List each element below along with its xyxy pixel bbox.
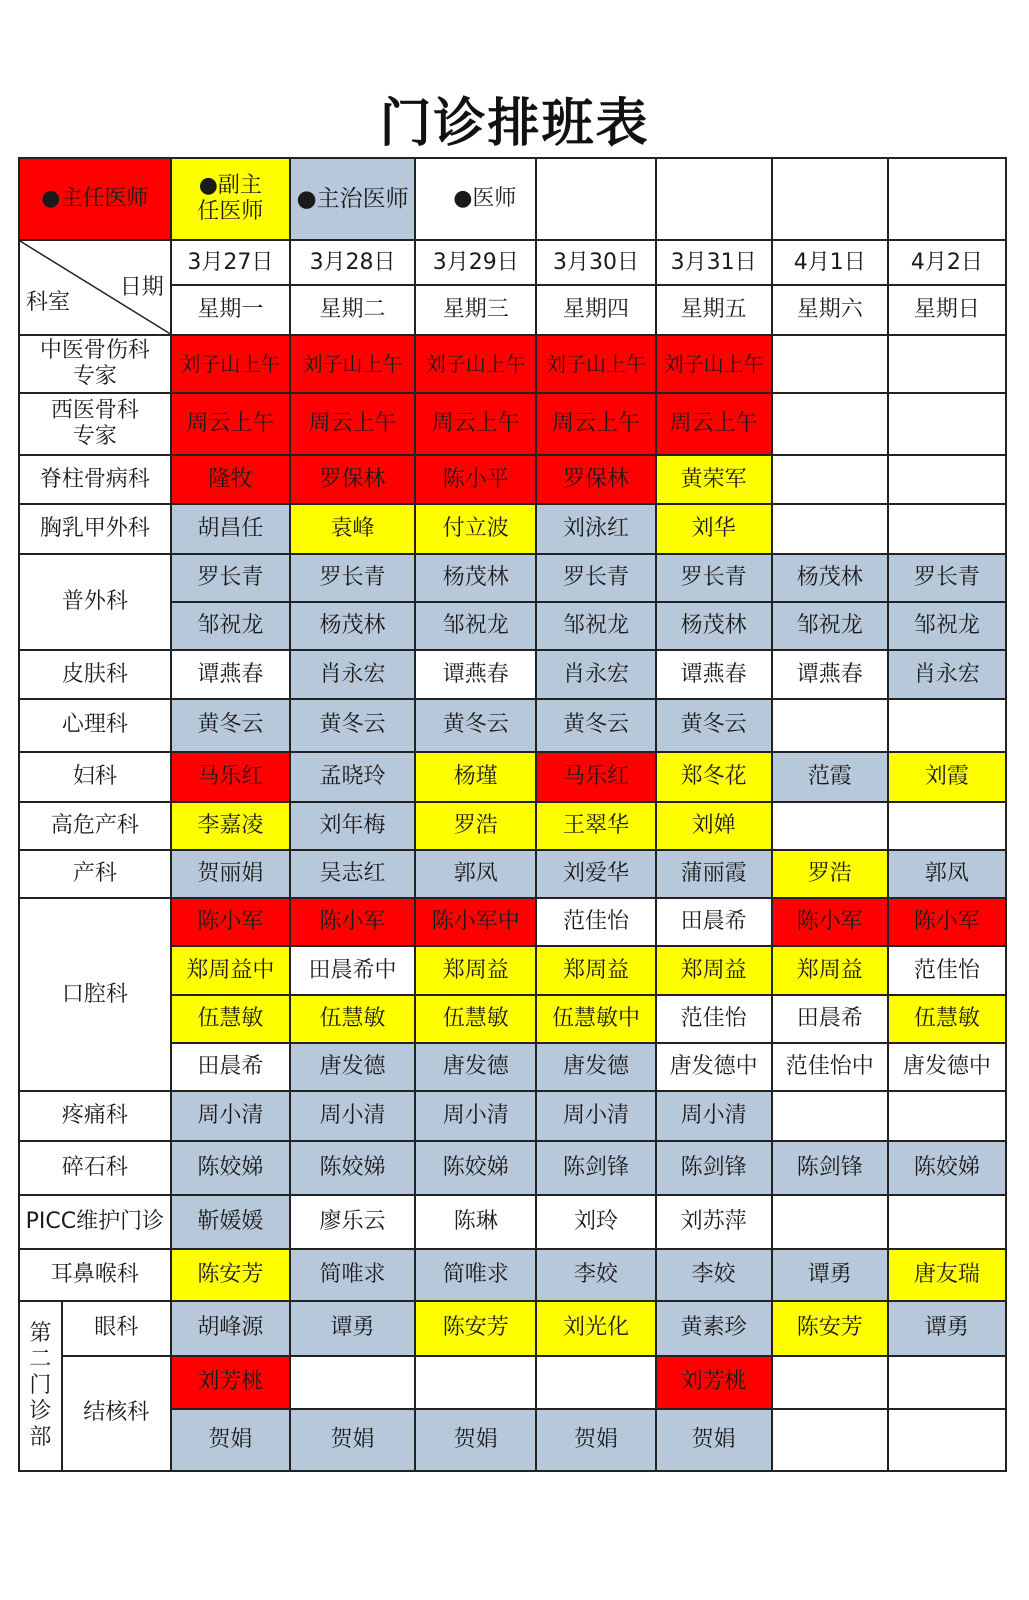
legend-empty bbox=[772, 158, 888, 240]
doctor-cell: 唐发德中 bbox=[888, 1043, 1006, 1091]
doctor-cell: 罗长青 bbox=[656, 554, 772, 602]
doctor-cell: 李姣 bbox=[536, 1249, 655, 1301]
doctor-cell: 范佳怡 bbox=[536, 898, 655, 946]
doctor-cell bbox=[888, 335, 1006, 394]
doctor-cell: 肖永宏 bbox=[536, 650, 655, 698]
weekday-cell: 星期日 bbox=[888, 285, 1006, 334]
doctor-cell: 黄冬云 bbox=[656, 699, 772, 752]
doctor-cell: 伍慧敏 bbox=[888, 995, 1006, 1043]
doctor-cell: 隆牧 bbox=[171, 455, 290, 504]
doctor-cell: 罗长青 bbox=[888, 554, 1006, 602]
doctor-cell: 陈安芳 bbox=[772, 1301, 888, 1355]
date-cell: 4月2日 bbox=[888, 240, 1006, 285]
doctor-cell: 刘泳红 bbox=[536, 504, 655, 553]
department-name: 西医骨科 专家 bbox=[19, 393, 171, 455]
doctor-cell: 杨瑾 bbox=[415, 752, 536, 801]
doctor-cell: 范霞 bbox=[772, 752, 888, 801]
doctor-cell: 周小清 bbox=[415, 1091, 536, 1140]
doctor-cell: 李嘉凌 bbox=[171, 802, 290, 850]
doctor-cell: 郭凤 bbox=[888, 850, 1006, 898]
doctor-cell: 肖永宏 bbox=[888, 650, 1006, 698]
doctor-cell: 马乐红 bbox=[536, 752, 655, 801]
weekday-cell: 星期二 bbox=[290, 285, 415, 334]
department-name: 口腔科 bbox=[19, 898, 171, 1091]
doctor-cell: 贺丽娟 bbox=[171, 850, 290, 898]
doctor-cell: 刘霞 bbox=[888, 752, 1006, 801]
schedule-row bbox=[19, 1301, 1006, 1355]
doctor-cell: 袁峰 bbox=[290, 504, 415, 553]
doctor-cell: 郑周益 bbox=[656, 946, 772, 994]
date-header-label: 日期 bbox=[119, 275, 164, 301]
doctor-cell: 陈小军 bbox=[290, 898, 415, 946]
doctor-cell: 马乐红 bbox=[171, 752, 290, 801]
doctor-cell: 刘苏萍 bbox=[656, 1195, 772, 1248]
doctor-cell: 杨茂林 bbox=[772, 554, 888, 602]
department-name: 耳鼻喉科 bbox=[19, 1249, 171, 1301]
doctor-cell bbox=[772, 1356, 888, 1409]
doctor-cell bbox=[772, 1409, 888, 1471]
doctor-cell: 廖乐云 bbox=[290, 1195, 415, 1248]
doctor-cell: 刘子山上午 bbox=[290, 335, 415, 394]
doctor-cell: 刘玲 bbox=[536, 1195, 655, 1248]
schedule-row bbox=[19, 1091, 1006, 1140]
doctor-cell: 罗长青 bbox=[536, 554, 655, 602]
second-clinic-label: 第二门诊部 bbox=[19, 1301, 62, 1471]
doctor-cell bbox=[772, 699, 888, 752]
doctor-cell: 邹祝龙 bbox=[415, 602, 536, 650]
department-name: 胸乳甲外科 bbox=[19, 504, 171, 553]
doctor-cell bbox=[888, 699, 1006, 752]
schedule-row bbox=[19, 554, 1006, 602]
schedule-row bbox=[19, 393, 1006, 455]
schedule-row bbox=[19, 1141, 1006, 1195]
doctor-cell: 简唯求 bbox=[290, 1249, 415, 1301]
legend-row bbox=[19, 158, 1006, 240]
doctor-cell: 周小清 bbox=[536, 1091, 655, 1140]
doctor-cell: 陈安芳 bbox=[171, 1249, 290, 1301]
doctor-cell: 刘华 bbox=[656, 504, 772, 553]
doctor-cell bbox=[290, 1356, 415, 1409]
doctor-cell: 王翠华 bbox=[536, 802, 655, 850]
doctor-cell: 陈剑锋 bbox=[656, 1141, 772, 1195]
doctor-cell: 陈剑锋 bbox=[772, 1141, 888, 1195]
schedule-row bbox=[19, 650, 1006, 698]
doctor-cell: 黄素珍 bbox=[656, 1301, 772, 1355]
doctor-cell: 周云上午 bbox=[656, 393, 772, 455]
department-name: 高危产科 bbox=[19, 802, 171, 850]
doctor-cell: 罗保林 bbox=[536, 455, 655, 504]
legend-associate: ●副主 任医师 bbox=[171, 158, 290, 240]
doctor-cell: 郑冬花 bbox=[656, 752, 772, 801]
doctor-cell: 刘爱华 bbox=[536, 850, 655, 898]
schedule-table bbox=[18, 157, 1007, 1472]
doctor-cell: 贺娟 bbox=[171, 1409, 290, 1471]
legend-empty bbox=[656, 158, 772, 240]
doctor-cell: 杨茂林 bbox=[656, 602, 772, 650]
doctor-cell: 周云上午 bbox=[290, 393, 415, 455]
doctor-cell: 刘年梅 bbox=[290, 802, 415, 850]
doctor-cell: 谭勇 bbox=[290, 1301, 415, 1355]
doctor-cell bbox=[772, 393, 888, 455]
department-name: 疼痛科 bbox=[19, 1091, 171, 1140]
date-row bbox=[19, 240, 1006, 285]
doctor-cell: 周云上午 bbox=[415, 393, 536, 455]
doctor-cell: 郑周益 bbox=[415, 946, 536, 994]
doctor-cell: 杨茂林 bbox=[290, 602, 415, 650]
doctor-cell: 谭勇 bbox=[772, 1249, 888, 1301]
page-title: 门诊排班表 bbox=[379, 94, 650, 154]
doctor-cell: 谭燕春 bbox=[656, 650, 772, 698]
doctor-cell: 周云上午 bbox=[536, 393, 655, 455]
doctor-cell: 贺娟 bbox=[656, 1409, 772, 1471]
doctor-cell: 胡昌任 bbox=[171, 504, 290, 553]
doctor-cell: 刘子山上午 bbox=[656, 335, 772, 394]
doctor-cell: 吴志红 bbox=[290, 850, 415, 898]
doctor-cell: 罗保林 bbox=[290, 455, 415, 504]
schedule-row bbox=[19, 850, 1006, 898]
department-name: PICC维护门诊 bbox=[19, 1195, 171, 1248]
date-cell: 3月27日 bbox=[171, 240, 290, 285]
date-cell: 3月29日 bbox=[415, 240, 536, 285]
doctor-cell: 郭凤 bbox=[415, 850, 536, 898]
doctor-cell: 刘婵 bbox=[656, 802, 772, 850]
doctor-cell bbox=[888, 1195, 1006, 1248]
doctor-cell: 陈小军 bbox=[772, 898, 888, 946]
doctor-cell: 陈姣娣 bbox=[171, 1141, 290, 1195]
doctor-cell: 刘芳桃 bbox=[656, 1356, 772, 1409]
doctor-cell: 黄冬云 bbox=[171, 699, 290, 752]
doctor-cell bbox=[772, 504, 888, 553]
doctor-cell: 邹祝龙 bbox=[536, 602, 655, 650]
doctor-cell: 唐发德 bbox=[290, 1043, 415, 1091]
doctor-cell: 伍慧敏中 bbox=[536, 995, 655, 1043]
schedule-row bbox=[19, 1356, 1006, 1409]
doctor-cell: 黄冬云 bbox=[536, 699, 655, 752]
department-name: 脊柱骨病科 bbox=[19, 455, 171, 504]
department-name: 结核科 bbox=[62, 1356, 171, 1471]
department-name: 碎石科 bbox=[19, 1141, 171, 1195]
doctor-cell: 伍慧敏 bbox=[415, 995, 536, 1043]
department-name: 中医骨伤科 专家 bbox=[19, 335, 171, 394]
doctor-cell: 陈小军 bbox=[171, 898, 290, 946]
doctor-cell bbox=[772, 335, 888, 394]
doctor-cell bbox=[888, 1091, 1006, 1140]
weekday-cell: 星期一 bbox=[171, 285, 290, 334]
doctor-cell: 谭燕春 bbox=[772, 650, 888, 698]
legend-chief: ●主任医师 bbox=[19, 158, 171, 240]
doctor-cell: 唐发德 bbox=[536, 1043, 655, 1091]
schedule-row bbox=[19, 1249, 1006, 1301]
doctor-cell: 邹祝龙 bbox=[888, 602, 1006, 650]
doctor-cell: 郑周益 bbox=[772, 946, 888, 994]
doctor-cell: 谭燕春 bbox=[415, 650, 536, 698]
doctor-cell: 邹祝龙 bbox=[772, 602, 888, 650]
doctor-cell: 陈小军中 bbox=[415, 898, 536, 946]
doctor-cell: 陈小平 bbox=[415, 455, 536, 504]
doctor-cell bbox=[772, 1091, 888, 1140]
doctor-cell: 范佳怡 bbox=[656, 995, 772, 1043]
department-name: 妇科 bbox=[19, 752, 171, 801]
doctor-cell: 蒲丽霞 bbox=[656, 850, 772, 898]
legend-empty bbox=[888, 158, 1006, 240]
doctor-cell bbox=[415, 1356, 536, 1409]
doctor-cell: 田晨希 bbox=[656, 898, 772, 946]
department-name: 产科 bbox=[19, 850, 171, 898]
doctor-cell: 谭勇 bbox=[888, 1301, 1006, 1355]
doctor-cell: 贺娟 bbox=[415, 1409, 536, 1471]
doctor-cell bbox=[888, 393, 1006, 455]
doctor-cell: 胡峰源 bbox=[171, 1301, 290, 1355]
schedule-row bbox=[19, 699, 1006, 752]
doctor-cell: 刘子山上午 bbox=[415, 335, 536, 394]
doctor-cell: 刘芳桃 bbox=[171, 1356, 290, 1409]
doctor-cell: 周小清 bbox=[171, 1091, 290, 1140]
doctor-cell bbox=[772, 1195, 888, 1248]
schedule-row bbox=[19, 802, 1006, 850]
doctor-cell: 陈小军 bbox=[888, 898, 1006, 946]
doctor-cell bbox=[888, 802, 1006, 850]
department-name: 普外科 bbox=[19, 554, 171, 651]
date-cell: 3月31日 bbox=[656, 240, 772, 285]
doctor-cell: 陈姣娣 bbox=[415, 1141, 536, 1195]
doctor-cell: 孟晓玲 bbox=[290, 752, 415, 801]
doctor-cell: 陈剑锋 bbox=[536, 1141, 655, 1195]
doctor-cell bbox=[772, 455, 888, 504]
doctor-cell bbox=[888, 504, 1006, 553]
doctor-cell: 简唯求 bbox=[415, 1249, 536, 1301]
doctor-cell: 陈安芳 bbox=[415, 1301, 536, 1355]
date-cell: 3月28日 bbox=[290, 240, 415, 285]
doctor-cell: 罗浩 bbox=[415, 802, 536, 850]
date-cell: 4月1日 bbox=[772, 240, 888, 285]
legend-attending: ●主治医师 bbox=[290, 158, 415, 240]
doctor-cell: 唐发德 bbox=[415, 1043, 536, 1091]
doctor-cell: 唐友瑞 bbox=[888, 1249, 1006, 1301]
doctor-cell: 郑周益 bbox=[536, 946, 655, 994]
doctor-cell: 周云上午 bbox=[171, 393, 290, 455]
doctor-cell: 付立波 bbox=[415, 504, 536, 553]
doctor-cell: 邹祝龙 bbox=[171, 602, 290, 650]
doctor-cell: 田晨希 bbox=[171, 1043, 290, 1091]
department-name: 心理科 bbox=[19, 699, 171, 752]
doctor-cell: 贺娟 bbox=[536, 1409, 655, 1471]
schedule-row bbox=[19, 455, 1006, 504]
department-name: 皮肤科 bbox=[19, 650, 171, 698]
doctor-cell: 田晨希中 bbox=[290, 946, 415, 994]
date-cell: 3月30日 bbox=[536, 240, 655, 285]
doctor-cell: 伍慧敏 bbox=[171, 995, 290, 1043]
doctor-cell: 郑周益中 bbox=[171, 946, 290, 994]
legend-physician: ●医师 bbox=[415, 158, 536, 240]
doctor-cell bbox=[888, 1409, 1006, 1471]
schedule-row bbox=[19, 335, 1006, 394]
doctor-cell: 陈琳 bbox=[415, 1195, 536, 1248]
doctor-cell: 杨茂林 bbox=[415, 554, 536, 602]
schedule-row bbox=[19, 752, 1006, 801]
doctor-cell: 田晨希 bbox=[772, 995, 888, 1043]
doctor-cell: 黄冬云 bbox=[290, 699, 415, 752]
department-name: 眼科 bbox=[62, 1301, 171, 1355]
doctor-cell: 陈姣娣 bbox=[888, 1141, 1006, 1195]
doctor-cell bbox=[888, 1356, 1006, 1409]
legend-empty bbox=[536, 158, 655, 240]
dept-header-label: 科室 bbox=[26, 289, 71, 315]
doctor-cell: 刘光化 bbox=[536, 1301, 655, 1355]
doctor-cell: 罗长青 bbox=[171, 554, 290, 602]
doctor-cell: 周小清 bbox=[656, 1091, 772, 1140]
doctor-cell: 黄荣军 bbox=[656, 455, 772, 504]
doctor-cell: 唐发德中 bbox=[656, 1043, 772, 1091]
doctor-cell bbox=[772, 802, 888, 850]
schedule-row bbox=[19, 898, 1006, 946]
weekday-cell: 星期三 bbox=[415, 285, 536, 334]
doctor-cell bbox=[888, 455, 1006, 504]
doctor-cell: 罗浩 bbox=[772, 850, 888, 898]
doctor-cell: 刘子山上午 bbox=[536, 335, 655, 394]
doctor-cell: 肖永宏 bbox=[290, 650, 415, 698]
doctor-cell: 黄冬云 bbox=[415, 699, 536, 752]
doctor-cell: 李姣 bbox=[656, 1249, 772, 1301]
doctor-cell: 范佳怡中 bbox=[772, 1043, 888, 1091]
weekday-cell: 星期四 bbox=[536, 285, 655, 334]
doctor-cell: 陈姣娣 bbox=[290, 1141, 415, 1195]
schedule-row bbox=[19, 504, 1006, 553]
doctor-cell bbox=[536, 1356, 655, 1409]
doctor-cell: 靳媛媛 bbox=[171, 1195, 290, 1248]
header-corner bbox=[19, 240, 171, 335]
doctor-cell: 刘子山上午 bbox=[171, 335, 290, 394]
doctor-cell: 伍慧敏 bbox=[290, 995, 415, 1043]
doctor-cell: 谭燕春 bbox=[171, 650, 290, 698]
doctor-cell: 范佳怡 bbox=[888, 946, 1006, 994]
schedule-row bbox=[19, 1195, 1006, 1248]
weekday-cell: 星期五 bbox=[656, 285, 772, 334]
doctor-cell: 周小清 bbox=[290, 1091, 415, 1140]
doctor-cell: 罗长青 bbox=[290, 554, 415, 602]
doctor-cell: 贺娟 bbox=[290, 1409, 415, 1471]
weekday-cell: 星期六 bbox=[772, 285, 888, 334]
